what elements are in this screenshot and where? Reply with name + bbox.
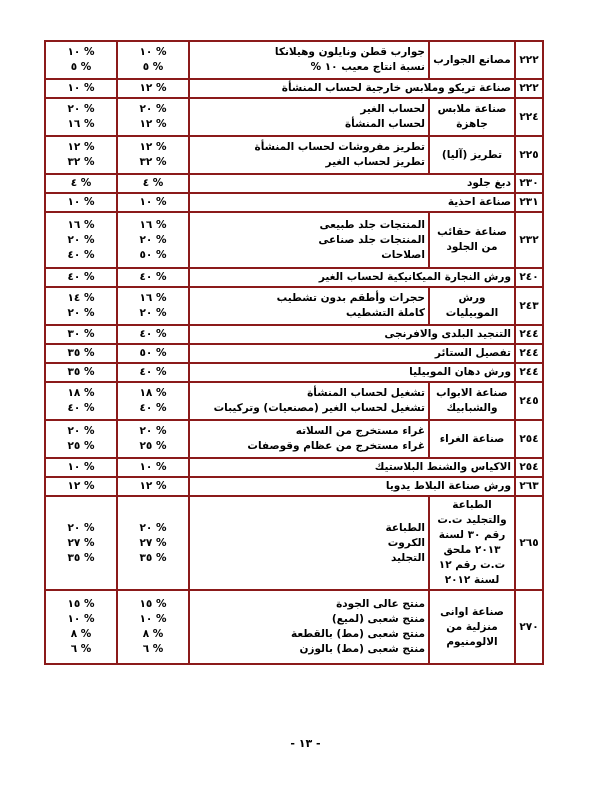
rate-column-1 xyxy=(117,98,189,136)
rate-column-1-line: % ١٢ xyxy=(139,82,167,94)
rate-column-1-line: % ٢٧ xyxy=(139,536,167,549)
activity-name: الطباعة والتجليد ت.ت رقم ٣٠ لسنة ٢٠١٣ ملحق ت.ت رقم ١٢ لسنة ٢٠١٢ xyxy=(429,496,515,590)
rate-column-2 xyxy=(45,212,117,268)
activity-table xyxy=(44,40,544,665)
activity-name: تفصيل الستائر xyxy=(189,344,515,363)
rate-column-1-line: % ٤٠ xyxy=(139,366,167,378)
rate-column-1-line: % ٢٠ xyxy=(139,233,167,246)
activity-name: صناعة الغراء xyxy=(429,420,515,458)
activity-code: ٢٤٤ xyxy=(515,325,543,344)
rate-column-2-line: % ٤٠ xyxy=(67,402,95,414)
rate-column-2-line: % ١٢ xyxy=(67,480,95,492)
rate-column-2 xyxy=(45,420,117,458)
rate-column-2-line: % ٢٥ xyxy=(67,440,95,452)
rate-column-1-line: % ١٠ xyxy=(139,461,167,473)
table-row xyxy=(45,382,543,420)
rate-column-2 xyxy=(45,477,117,496)
rate-column-2-line: % ٣٥ xyxy=(67,551,95,564)
activity-name: صناعة ملابس جاهزة xyxy=(429,98,515,136)
table-row xyxy=(45,174,543,193)
rate-column-1-line: % ١٠ xyxy=(139,196,167,208)
rate-column-1-line: % ٥ xyxy=(142,61,164,73)
rate-column-2-line: % ١٦ xyxy=(67,118,95,130)
table-row xyxy=(45,325,543,344)
activity-code: ٢٤٥ xyxy=(515,382,543,420)
rate-column-1-line: % ٤ xyxy=(142,177,164,189)
rate-column-1-line: % ٤٠ xyxy=(139,402,167,414)
activity-detail-line: تشغيل لحساب المنشأة xyxy=(307,387,425,399)
activity-detail-line: اصلاحات xyxy=(381,248,425,261)
activity-detail xyxy=(189,98,429,136)
activity-code: ٢٥٤ xyxy=(515,458,543,477)
rate-column-2 xyxy=(45,79,117,98)
activity-code: ٢٢٤ xyxy=(515,98,543,136)
activity-detail-line: منتج شعبى (مط) بالقطعة xyxy=(290,628,425,640)
rate-column-2-line: % ١٠ xyxy=(67,461,95,473)
activity-detail xyxy=(189,136,429,174)
rate-column-2 xyxy=(45,136,117,174)
table-row xyxy=(45,41,543,79)
activity-detail-line: منتج عالى الجودة xyxy=(336,598,425,610)
rate-column-1 xyxy=(117,136,189,174)
rate-column-2-line: % ٣٢ xyxy=(67,156,95,168)
activity-code: ٢٦٣ xyxy=(515,477,543,496)
activity-detail xyxy=(189,41,429,79)
activity-code: ٢٢٢ xyxy=(515,79,543,98)
rate-column-2-line: % ٢٠ xyxy=(67,425,95,437)
activity-code: ٢٦٥ xyxy=(515,496,543,590)
rate-column-2-line: % ٢٧ xyxy=(67,536,95,549)
rate-column-1-line: % ١٨ xyxy=(139,387,167,399)
rate-column-1 xyxy=(117,344,189,363)
rate-column-2-line: % ١٠ xyxy=(67,196,95,208)
table-row xyxy=(45,193,543,212)
activity-detail-line: الطباعة xyxy=(385,521,425,534)
table-row xyxy=(45,287,543,325)
table-row xyxy=(45,496,543,590)
activity-detail-line: تطريز لحساب الغير xyxy=(325,156,425,168)
rate-column-1-line: % ٢٥ xyxy=(139,440,167,452)
rate-column-1-line: % ٣٥ xyxy=(139,551,167,564)
rate-column-2-line: % ٣٥ xyxy=(67,347,95,359)
rate-column-2-line: % ١٦ xyxy=(67,218,95,231)
rate-column-1-line: % ٢٠ xyxy=(139,307,167,319)
table-row xyxy=(45,136,543,174)
rate-column-1 xyxy=(117,287,189,325)
activity-detail-line: التجليد xyxy=(390,551,425,564)
activity-code: ٢٤٤ xyxy=(515,363,543,382)
activity-name: التنجيد البلدى والافرنجى xyxy=(189,325,515,344)
activity-detail xyxy=(189,496,429,590)
rate-column-2-line: % ١٠ xyxy=(67,82,95,94)
rate-column-2 xyxy=(45,41,117,79)
rate-column-2 xyxy=(45,268,117,287)
rate-column-1-line: % ٣٢ xyxy=(139,156,167,168)
rate-column-2 xyxy=(45,287,117,325)
rate-column-2-line: % ٤ xyxy=(70,177,92,189)
rate-column-2-line: % ٢٠ xyxy=(67,307,95,319)
activity-detail-line: الكروت xyxy=(387,536,425,549)
activity-detail-line: جوارب قطن ونايلون وهيلانكا xyxy=(274,46,425,58)
activity-name: صناعة حقائب من الجلود xyxy=(429,212,515,268)
rate-column-2 xyxy=(45,193,117,212)
rate-column-2-line: % ٤٠ xyxy=(67,248,95,261)
page-number: - ١٣ - xyxy=(290,737,321,750)
activity-code: ٢٤٠ xyxy=(515,268,543,287)
rate-column-1-line: % ٤٠ xyxy=(139,328,167,340)
activity-detail xyxy=(189,420,429,458)
activity-code: ٢٢٢ xyxy=(515,41,543,79)
activity-detail xyxy=(189,382,429,420)
rate-column-1 xyxy=(117,477,189,496)
rate-column-2-line: % ٣٥ xyxy=(67,366,95,378)
rate-column-1-line: % ٦ xyxy=(142,643,164,655)
rate-column-2-line: % ٦ xyxy=(70,643,92,655)
activity-name: ورش دهان الموبيليا xyxy=(189,363,515,382)
activity-detail-line: حجرات وأطقم بدون تشطيب xyxy=(276,292,425,304)
activity-detail-line: لحساب المنشأة xyxy=(344,118,425,130)
activity-detail-line: المنتجات جلد صناعى xyxy=(318,233,425,246)
activity-code: ٢٧٠ xyxy=(515,590,543,664)
activity-name: الاكياس والشنط البلاستيك xyxy=(189,458,515,477)
rate-column-1-line: % ١٢ xyxy=(139,480,167,492)
rate-column-2-line: % ٢٠ xyxy=(67,103,95,115)
rate-column-2-line: % ٤٠ xyxy=(67,271,95,283)
rate-column-1 xyxy=(117,325,189,344)
rate-column-2-line: % ٣٠ xyxy=(67,328,95,340)
rate-column-2-line: % ٢٠ xyxy=(67,233,95,246)
activity-detail-line: غراء مستخرج من السلاته xyxy=(295,425,425,437)
activity-detail-line: تطريز مفروشات لحساب المنشأة xyxy=(254,141,425,153)
table-row xyxy=(45,458,543,477)
rate-column-2-line: % ١٨ xyxy=(67,387,95,399)
rate-column-1-line: % ١٠ xyxy=(139,613,167,625)
rate-column-2 xyxy=(45,590,117,664)
activity-name: ورش النجارة الميكانيكية لحساب الغير xyxy=(189,268,515,287)
activity-code: ٢٣٠ xyxy=(515,174,543,193)
activity-detail-line: المنتجات جلد طبيعى xyxy=(319,218,425,231)
activity-detail xyxy=(189,212,429,268)
rate-column-2 xyxy=(45,344,117,363)
rate-column-1-line: % ١٢ xyxy=(139,141,167,153)
rate-column-1-line: % ٨ xyxy=(142,628,164,640)
activity-name: صناعة اوانى منزلية من الالومنيوم xyxy=(429,590,515,664)
rate-column-1-line: % ٥٠ xyxy=(139,248,167,261)
table-row xyxy=(45,477,543,496)
activity-detail-line: كاملة التشطيب xyxy=(345,307,425,319)
activity-code: ٢٢٥ xyxy=(515,136,543,174)
activity-detail-line: غراء مستخرج من عظام وقوصفات xyxy=(247,440,425,452)
activity-detail-line: تشغيل لحساب الغير (مصنعيات) وتركيبات xyxy=(213,402,425,414)
table-row xyxy=(45,212,543,268)
rate-column-1-line: % ١٥ xyxy=(139,598,167,610)
rate-column-1-line: % ٢٠ xyxy=(139,521,167,534)
activity-name: صناعة تريكو وملابس خارجية لحساب المنشأة xyxy=(189,79,515,98)
activity-detail-line: منتج شعبى (مط) بالوزن xyxy=(299,643,425,655)
activity-code: ٢٥٤ xyxy=(515,420,543,458)
rate-column-1-line: % ١٦ xyxy=(139,218,167,231)
rate-column-1 xyxy=(117,212,189,268)
activity-code: ٢٤٣ xyxy=(515,287,543,325)
rate-column-2-line: % ٨ xyxy=(70,628,92,640)
table-row xyxy=(45,420,543,458)
rate-column-2-line: % ١٥ xyxy=(67,598,95,610)
rate-column-2-line: % ١٤ xyxy=(67,292,95,304)
rate-column-2 xyxy=(45,325,117,344)
rate-column-1 xyxy=(117,174,189,193)
rate-column-1 xyxy=(117,363,189,382)
rate-column-1-line: % ١٠ xyxy=(139,46,167,58)
activity-name: ورش صناعة البلاط يدويا xyxy=(189,477,515,496)
activity-name: صناعة احذية xyxy=(189,193,515,212)
rate-column-1 xyxy=(117,590,189,664)
rate-column-1 xyxy=(117,420,189,458)
rate-column-1 xyxy=(117,458,189,477)
rate-column-2-line: % ١٢ xyxy=(67,141,95,153)
table-row xyxy=(45,363,543,382)
activity-name: دبغ جلود xyxy=(189,174,515,193)
rate-column-1-line: % ١٢ xyxy=(139,118,167,130)
table-row xyxy=(45,268,543,287)
rate-column-1 xyxy=(117,193,189,212)
table-row xyxy=(45,79,543,98)
activity-name: ورش الموبيليات xyxy=(429,287,515,325)
rate-column-1-line: % ١٦ xyxy=(139,292,167,304)
activity-detail-line: نسبة انتاج معيب ١٠ % xyxy=(310,61,425,73)
activity-name: صناعة الابواب والشبابيك xyxy=(429,382,515,420)
activity-detail xyxy=(189,590,429,664)
rate-column-1-line: % ٥٠ xyxy=(139,347,167,359)
activity-name: تطريز (آليا) xyxy=(429,136,515,174)
rate-column-2 xyxy=(45,98,117,136)
rate-column-2 xyxy=(45,363,117,382)
activity-detail-line: منتج شعبى (لميع) xyxy=(331,613,425,625)
rate-column-2 xyxy=(45,458,117,477)
activity-detail xyxy=(189,287,429,325)
rate-column-2-line: % ٢٠ xyxy=(67,521,95,534)
rate-column-1 xyxy=(117,41,189,79)
activity-detail-line: لحساب الغير xyxy=(360,103,425,115)
activity-name: مصانع الجوارب xyxy=(429,41,515,79)
rate-column-1 xyxy=(117,79,189,98)
rate-column-1 xyxy=(117,382,189,420)
activity-code: ٢٤٤ xyxy=(515,344,543,363)
rate-column-2-line: % ٥ xyxy=(70,61,92,73)
rate-column-1 xyxy=(117,496,189,590)
rate-column-1 xyxy=(117,268,189,287)
table-row xyxy=(45,98,543,136)
rate-column-2 xyxy=(45,382,117,420)
rate-column-1-line: % ٢٠ xyxy=(139,103,167,115)
table-row xyxy=(45,344,543,363)
activity-code: ٢٣١ xyxy=(515,193,543,212)
rate-column-1-line: % ٢٠ xyxy=(139,425,167,437)
table-row xyxy=(45,590,543,664)
rate-column-2 xyxy=(45,174,117,193)
rate-column-2 xyxy=(45,496,117,590)
rate-column-1-line: % ٤٠ xyxy=(139,271,167,283)
rate-column-2-line: % ١٠ xyxy=(67,46,95,58)
rate-column-2-line: % ١٠ xyxy=(67,613,95,625)
activity-code: ٢٣٢ xyxy=(515,212,543,268)
